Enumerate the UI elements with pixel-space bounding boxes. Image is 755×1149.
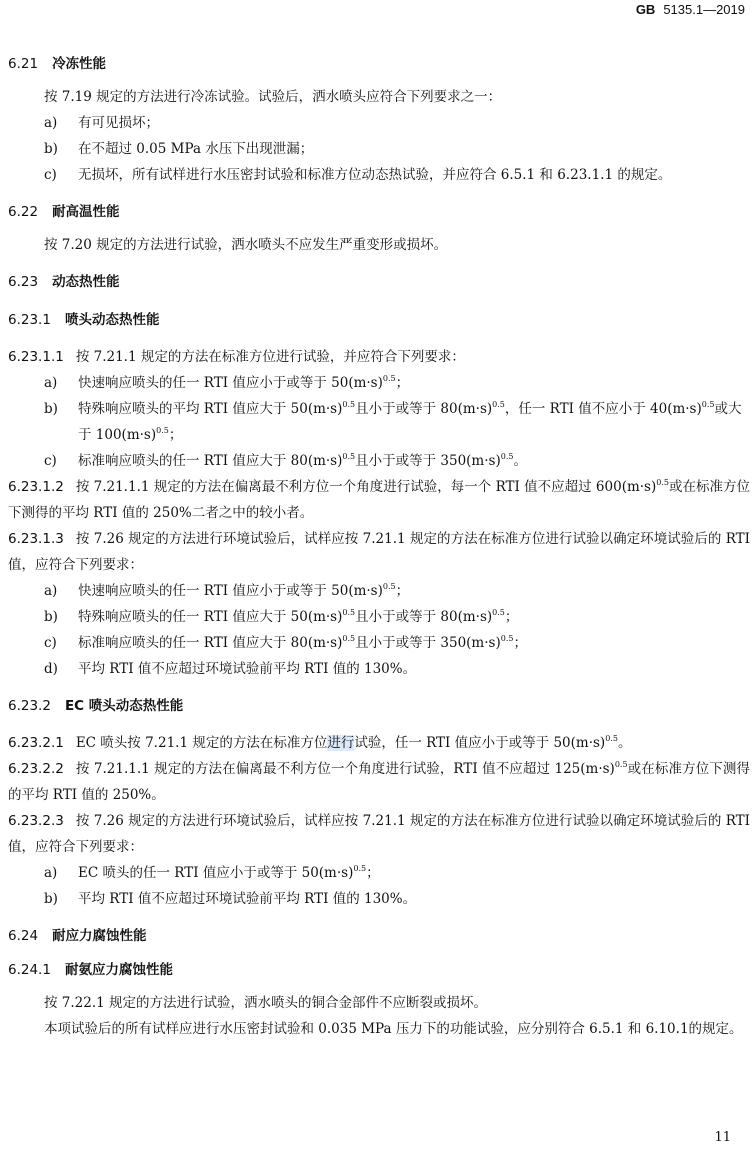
clause-6-23-1-3: 6.23.1.3 按 7.26 规定的方法进行环境试验后，试样应按 7.21.1 规定的方法在标准方位进行试验以确定环境试验后的 RTI 值，应符合下列要求： [8,531,750,573]
clause-6-23-1-1: 6.23.1.1 按 7.21.1 规定的方法在标准方位进行试验，并应符合下列要求： [8,349,465,365]
list-item: c) 标准响应喷头的任一 RTI 值应大于 $80(m\cdot s)^{0.5}$且小于或等于 $350(m\cdot s)^{0.5}$； [44,634,527,651]
list-item: b) 特殊响应喷头的平均 RTI 值应大于 $50(m\cdot s)^{0.5}$且小于或等于 $80(m\cdot s)^{0.5}$，任一 RTI 值不应小于 $40(m\cdot s)^{0.5}$或大于 $100(m\cdot s)^{0.5}$； [44,400,742,443]
paragraph: 按 7.19 规定的方法进行冷冻试验。试验后，洒水喷头应符合下列要求之一： [44,89,502,105]
section-heading-6-21: 6.21 冷冻性能 [8,56,107,72]
list-item: c) 标准响应喷头的任一 RTI 值应大于 $80(m\cdot s)^{0.5}$且小于或等于 $350(m\cdot s)^{0.5}$。 [44,452,527,469]
list-item: a) 快速响应喷头的任一 RTI 值应小于或等于 $50(m\cdot s)^{0.5}$； [44,374,410,391]
section-heading-6-23: 6.23 动态热性能 [8,274,120,290]
standard-prefix: GB [635,2,656,17]
list-item: a) EC 喷头的任一 RTI 值应小于或等于 $50(m\cdot s)^{0.5}$； [44,864,380,881]
page-header [636,2,745,17]
text-selection-highlight: 进行 [327,735,355,751]
list-item: b) 在不超过 0.05 MPa 水压下出现泄漏； [44,141,314,157]
list-item: b) 平均 RTI 值不应超过环境试验前平均 RTI 值的 130%。 [44,891,417,907]
list-item: a) 有可见损坏； [44,115,159,131]
clause-6-23-2-1: 6.23.2.1 EC 喷头按 7.21.1 规定的方法在标准方位进行试验，任一 RTI 值应小于或等于 $50(m\cdot s)^{0.5}$。 [8,734,632,751]
clause-6-23-2-2: 6.23.2.2 按 7.21.1.1 规定的方法在偏离最不利方位一个角度进行试验，RTI 值不应超过 $125(m\cdot s)^{0.5}$或在标准方位下测得的平均 RTI 值的 250%。 [8,760,750,803]
section-heading-6-23-1: 6.23.1 喷头动态热性能 [8,312,160,328]
page-number: 11 [714,1130,731,1145]
clause-6-23-2-3: 6.23.2.3 按 7.26 规定的方法进行环境试验后，试样应按 7.21.1 规定的方法在标准方位进行试验以确定环境试验后的 RTI 值，应符合下列要求： [8,813,750,855]
paragraph: 按 7.22.1 规定的方法进行试验，洒水喷头的铜合金部件不应断裂或损坏。 [44,995,488,1011]
section-heading-6-24: 6.24 耐应力腐蚀性能 [8,928,147,944]
list-item: c) 无损坏，所有试样进行水压密封试验和标准方位动态热试验，并应符合 6.5.1 和 6.23.1.1 的规定。 [44,167,672,183]
document-body [8,50,750,1042]
paragraph: 本项试验后的所有试样应进行水压密封试验和 0.035 MPa 压力下的功能试验，应分别符合 6.5.1 和 6.10.1的规定。 [44,1021,743,1037]
list-item: d) 平均 RTI 值不应超过环境试验前平均 RTI 值的 130%。 [44,661,417,677]
standard-code: 5135.1—2019 [663,2,745,17]
clause-6-23-1-2: 6.23.1.2 按 7.21.1.1 规定的方法在偏离最不利方位一个角度进行试验，每一个 RTI 值不应超过 $600(m\cdot s)^{0.5}$或在标准方位下测得的平均 RTI 值的 250%二者之中的较小者。 [8,478,750,521]
section-heading-6-23-2: 6.23.2 EC 喷头动态热性能 [8,698,184,714]
list-item: b) 特殊响应喷头的任一 RTI 值应大于 $50(m\cdot s)^{0.5}$且小于或等于 $80(m\cdot s)^{0.5}$； [44,608,519,625]
paragraph: 按 7.20 规定的方法进行试验，洒水喷头不应发生严重变形或损坏。 [44,237,448,253]
list-item: a) 快速响应喷头的任一 RTI 值应小于或等于 $50(m\cdot s)^{0.5}$； [44,582,410,599]
section-heading-6-24-1: 6.24.1 耐氨应力腐蚀性能 [8,962,173,978]
section-heading-6-22: 6.22 耐高温性能 [8,204,120,220]
